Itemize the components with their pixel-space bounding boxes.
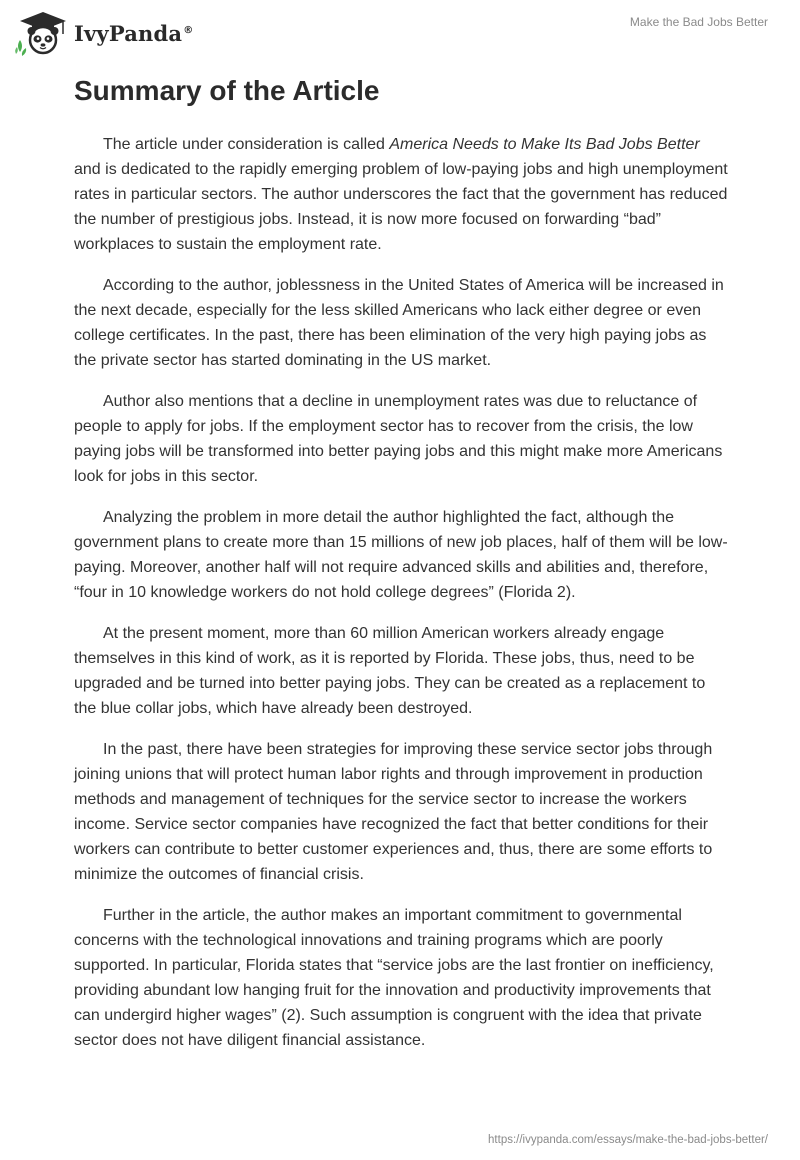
paragraph-2: According to the author, joblessness in the United States of America will be increased in the next decade, especially for the less skilled Americans who lack either degree or even college certificates. In the past, there has been elimination of the very high paying jobs as the private sector has started dominating in the US market. (74, 277, 724, 369)
running-title: Make the Bad Jobs Better (629, 15, 768, 29)
paragraph-1-lead: The article under consideration is called (103, 136, 390, 153)
paragraph-7: Further in the article, the author makes an important commitment to governmental concerns with the technological innovations and training programs which are poorly supported. In particular, Florida states that “service jobs are the last frontier on inefficiency, providing abundant low hanging fruit for the innovation and productivity improvements that can undergird higher wages” (2). Such assumption is congruent with the idea that private sector does not have diligent financial assistance. (74, 907, 714, 1049)
panda-graduate-icon (14, 10, 72, 56)
paragraph-6: In the past, there have been strategies for improving these service sector jobs through joining unions that will protect human labor rights and through improvement in production methods and management of techniques for the service sector to increase the workers income. Service sector companies have recognized the fact that better conditions for their workers can contribute to better customer experiences and, thus, there are some efforts to minimize the outcomes of financial crisis. (74, 741, 713, 883)
registered-mark: ® (183, 24, 194, 36)
article-body (74, 72, 730, 1069)
paragraph-5: At the present moment, more than 60 million American workers already engage themselves in this kind of work, as it is reported by Florida. These jobs, thus, need to be upgraded and be turned into better paying jobs. They can be created as a replacement to the blue collar jobs, which have already been destroyed. (74, 625, 706, 717)
article-heading: Summary of the Article (74, 75, 380, 106)
source-url[interactable]: https://ivypanda.com/essays/make-the-bad-jobs-better/ (488, 1134, 768, 1146)
paragraph-1 (74, 132, 730, 257)
article-title-italic: America Needs to Make Its Bad Jobs Better (389, 136, 700, 153)
brand-name: IvyPanda (74, 20, 183, 46)
paragraph-1-rest: and is dedicated to the rapidly emerging problem of low-paying jobs and high unemployment rates in particular sectors. The author underscores the fact that the government has reduced the number of prestigious jobs. Instead, it is now more focused on forwarding “bad” workplaces to sustain the employment rate. (74, 161, 728, 253)
logo-wordmark (74, 21, 193, 46)
paragraph-3: Author also mentions that a decline in unemployment rates was due to reluctance of people to apply for jobs. If the employment sector has to recover from the crisis, the low paying jobs will be transformed into better paying jobs and this might make more Americans look for jobs in this sector. (74, 393, 723, 485)
paragraph-4: Analyzing the problem in more detail the author highlighted the fact, although the government plans to create more than 15 millions of new job places, half of them will be low-paying. Moreover, another half will not require advanced skills and abilities and, therefore, “four in 10 knowledge workers do not hold college degrees” (Florida 2). (74, 509, 728, 601)
ivypanda-logo[interactable] (14, 10, 193, 56)
page-header (0, 0, 800, 70)
